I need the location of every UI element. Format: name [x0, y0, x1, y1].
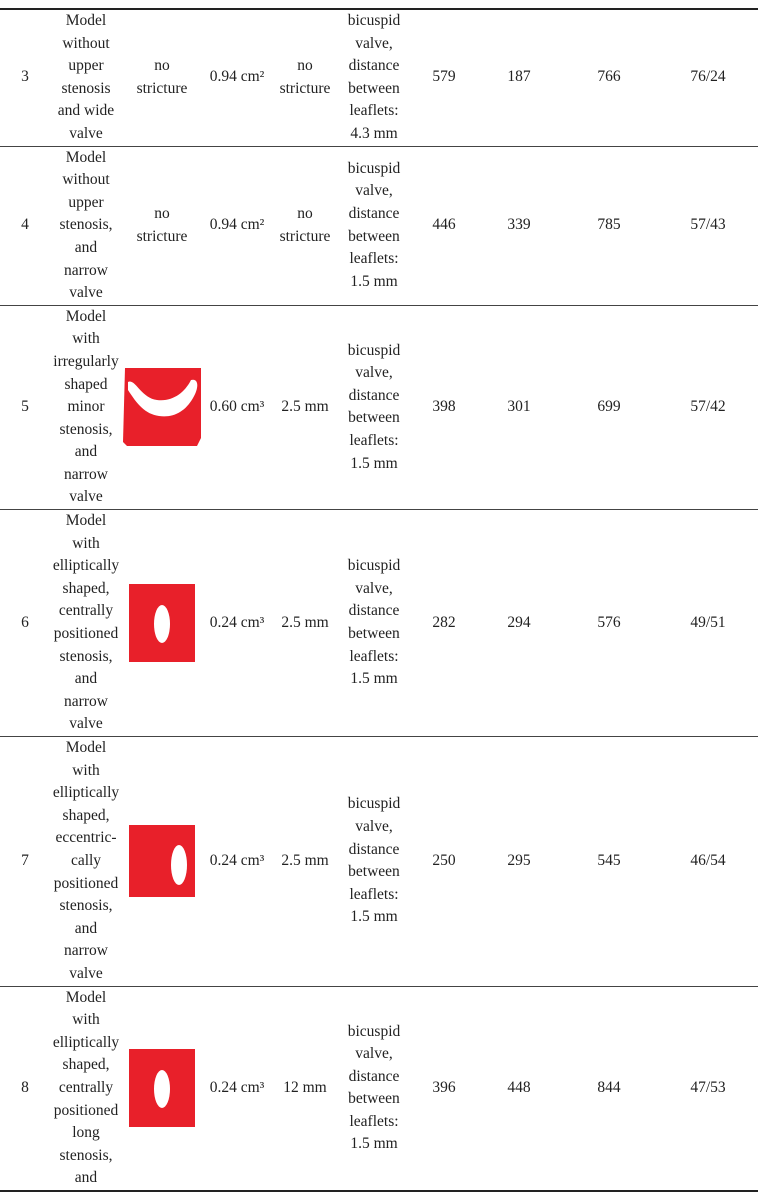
- length-cell: 2.5 mm: [281, 398, 329, 416]
- table-row: [0, 737, 758, 987]
- value-2: 187: [507, 68, 531, 86]
- model-description: Model with elliptically shaped, centrally positioned long stenosis, and: [52, 988, 120, 1187]
- ratio-cell: 49/51: [690, 613, 726, 631]
- length-cell: 2.5 mm: [281, 851, 329, 869]
- value-total: 576: [597, 613, 621, 631]
- value-1: 282: [432, 613, 456, 631]
- table-row: [0, 9, 758, 146]
- length-cell: 12 mm: [283, 1078, 327, 1096]
- value-total: 699: [597, 398, 621, 416]
- value-total: 785: [597, 216, 621, 234]
- row-number: 3: [21, 68, 29, 86]
- row-number: 7: [21, 851, 29, 869]
- volume-cell: 0.94 cm²: [209, 216, 265, 234]
- stricture-cell: [122, 510, 202, 737]
- central-elliptic-stenosis-image: [129, 1049, 195, 1127]
- value-2: 448: [507, 1078, 531, 1096]
- row-number: 6: [21, 613, 29, 631]
- row-number: 5: [21, 398, 29, 416]
- stricture-cell: no stricture: [136, 205, 188, 245]
- model-description: Model without upper stenosis, and narrow valve: [59, 148, 113, 302]
- value-1: 250: [432, 851, 456, 869]
- volume-cell: 0.60 cm³: [209, 398, 265, 416]
- value-2: 294: [507, 613, 531, 631]
- ratio-cell: 46/54: [690, 851, 726, 869]
- value-1: 398: [432, 398, 456, 416]
- table-row: [0, 510, 758, 737]
- value-1: 579: [432, 68, 456, 86]
- volume-cell: 0.24 cm³: [209, 1078, 265, 1096]
- ratio-cell: 76/24: [690, 68, 726, 86]
- valve-cell: bicuspid valve, distance between leaflets: 1.5 mm: [347, 341, 401, 472]
- value-1: 396: [432, 1078, 456, 1096]
- volume-cell: 0.94 cm²: [209, 68, 265, 86]
- model-description: Model with elliptically shaped, centrally positioned stenosis, and narrow valve: [52, 512, 120, 733]
- value-2: 295: [507, 851, 531, 869]
- length-cell: no stricture: [279, 57, 331, 97]
- stricture-cell: [122, 737, 202, 987]
- valve-cell: bicuspid valve, distance between leaflets: 1.5 mm: [347, 1022, 401, 1153]
- results-table: [0, 8, 758, 1192]
- model-description: Model with irregularly shaped minor stenosis, and narrow valve: [53, 307, 119, 506]
- volume-cell: 0.24 cm³: [209, 613, 265, 631]
- table-row: [0, 146, 758, 305]
- table-row: [0, 305, 758, 509]
- model-description: Model with elliptically shaped, eccentric- cally positioned stenosis, and narrow valve: [52, 739, 120, 982]
- value-total: 766: [597, 68, 621, 86]
- value-total: 844: [597, 1078, 621, 1096]
- central-elliptic-stenosis-image: [129, 584, 195, 662]
- ratio-cell: 57/42: [690, 398, 726, 416]
- table-row: [0, 986, 758, 1191]
- stricture-cell: no stricture: [136, 57, 188, 97]
- valve-cell: bicuspid valve, distance between leaflets: 1.5 mm: [347, 159, 401, 290]
- irregular-stenosis-image: [123, 368, 201, 446]
- row-number: 8: [21, 1078, 29, 1096]
- value-2: 301: [507, 398, 531, 416]
- value-2: 339: [507, 216, 531, 234]
- ratio-cell: 47/53: [690, 1078, 726, 1096]
- stricture-cell: [122, 986, 202, 1191]
- length-cell: no stricture: [279, 205, 331, 245]
- valve-cell: bicuspid valve, distance between leaflets: 1.5 mm: [347, 557, 401, 688]
- ratio-cell: 57/43: [690, 216, 726, 234]
- value-total: 545: [597, 851, 621, 869]
- stricture-cell: [122, 305, 202, 509]
- length-cell: 2.5 mm: [281, 613, 329, 631]
- value-1: 446: [432, 216, 456, 234]
- model-description: Model without upper stenosis and wide valve: [57, 12, 115, 142]
- valve-cell: bicuspid valve, distance between leaflets: 4.3 mm: [347, 12, 401, 142]
- valve-cell: bicuspid valve, distance between leaflets: 1.5 mm: [347, 795, 401, 926]
- eccentric-elliptic-stenosis-image: [129, 825, 195, 897]
- volume-cell: 0.24 cm³: [209, 851, 265, 869]
- row-number: 4: [21, 216, 29, 234]
